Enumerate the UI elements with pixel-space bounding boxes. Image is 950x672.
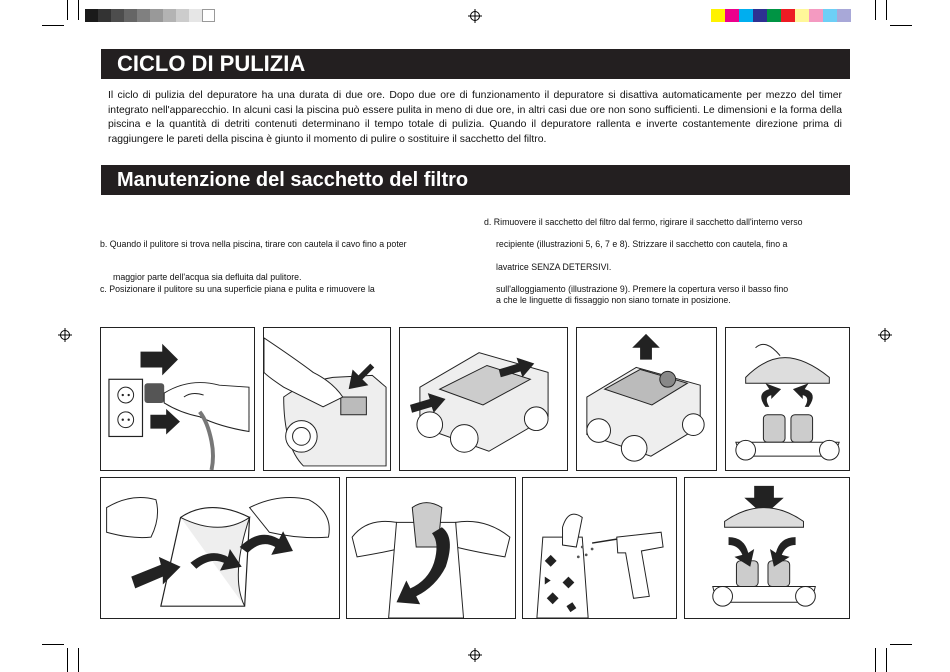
registration-mark-icon bbox=[468, 648, 482, 662]
lift-lid-illustration bbox=[576, 327, 717, 471]
cleaning-cycle-title: CICLO DI PULIZIA bbox=[117, 51, 306, 76]
reinstall-bag-illustration bbox=[684, 477, 850, 619]
gray-swatch bbox=[124, 9, 137, 22]
gray-swatch bbox=[98, 9, 111, 22]
color-swatch bbox=[837, 9, 851, 22]
remove-lid-illustration bbox=[399, 327, 568, 471]
gray-swatch bbox=[111, 9, 124, 22]
color-swatch bbox=[823, 9, 837, 22]
turn-bag-inside-out-illustration bbox=[100, 477, 340, 619]
step-d-continuation: a che le linguette di fissaggio non siano tornate in posizione. bbox=[496, 295, 731, 305]
color-swatch bbox=[781, 9, 795, 22]
spray-clean-bag-illustration bbox=[522, 477, 677, 619]
step-c-line: c. Posizionare il pulitore su una superficie piana e pulita e rimuovere la bbox=[100, 284, 375, 294]
step-d-continuation: lavatrice SENZA DETERSIVI. bbox=[496, 262, 612, 272]
color-swatch bbox=[809, 9, 823, 22]
fold-bag-illustration bbox=[346, 477, 516, 619]
unplug-power-illustration bbox=[100, 327, 255, 471]
registration-mark-icon bbox=[468, 9, 482, 23]
step-d-continuation: recipiente (illustrazioni 5, 6, 7 e 8). Strizzare il sacchetto con cautela, fino a bbox=[496, 239, 788, 249]
registration-mark-icon bbox=[58, 328, 72, 342]
step-d-line: d. Rimuovere il sacchetto del filtro dal fermo, rigirare il sacchetto dall'interno verso bbox=[484, 217, 803, 227]
gray-swatch bbox=[137, 9, 150, 22]
gray-swatch bbox=[150, 9, 163, 22]
color-swatch bbox=[725, 9, 739, 22]
registration-mark-icon bbox=[878, 328, 892, 342]
gray-swatch bbox=[202, 9, 215, 22]
gray-swatch bbox=[189, 9, 202, 22]
maintenance-header bbox=[101, 165, 850, 195]
cleaning-cycle-header bbox=[101, 49, 850, 79]
step-b-line: b. Quando il pulitore si trova nella piscina, tirare con cautela il cavo fino a poter bbox=[100, 239, 407, 249]
maintenance-title: Manutenzione del sacchetto del filtro bbox=[117, 168, 469, 191]
color-swatch bbox=[711, 9, 725, 22]
remove-filter-bag-illustration bbox=[725, 327, 850, 471]
gray-swatch bbox=[176, 9, 189, 22]
open-cover-illustration bbox=[263, 327, 391, 471]
step-d-continuation: sull'alloggiamento (illustrazione 9). Premere la copertura verso il basso fino bbox=[496, 284, 789, 294]
color-swatch bbox=[753, 9, 767, 22]
gray-swatch bbox=[85, 9, 98, 22]
cleaning-cycle-paragraph: Il ciclo di pulizia del depuratore ha una durata di due ore. Dopo due ore di funzionamento il depuratore si disattiva automaticamente per mezzo del timer integrato nell'apparecchio. In alcuni casi la piscina può essere pulita in meno di due ore, in altri casi due ore non sono sufficienti. Le dimensioni e la forma della piscina e la quantità di detriti contenuti determinano il tempo totale di pulizia. Quando il depuratore rallenta e inverte costantemente direzione prima di raggiungere le pareti della piscina è giunto il momento di pulire o sostituire il sacchetto del filtro. bbox=[108, 90, 842, 145]
color-swatch bbox=[767, 9, 781, 22]
color-swatch bbox=[795, 9, 809, 22]
step-b-continuation: maggior parte dell'acqua sia defluita dal pulitore. bbox=[113, 272, 302, 282]
color-swatch bbox=[739, 9, 753, 22]
gray-swatch bbox=[163, 9, 176, 22]
